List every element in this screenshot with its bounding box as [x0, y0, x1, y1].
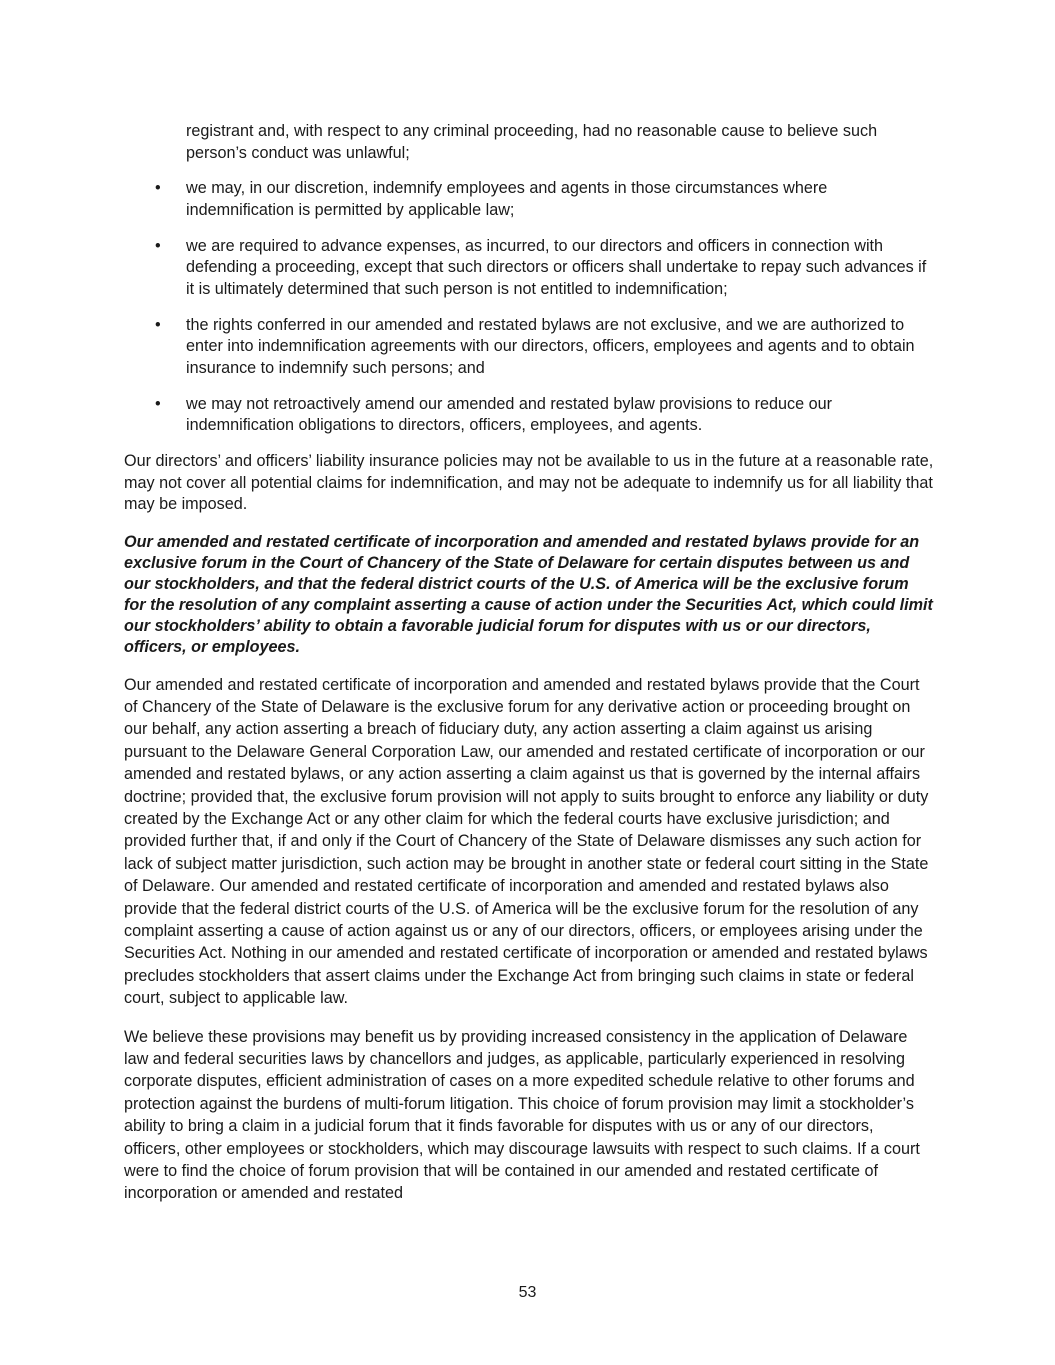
- bullet-item: [124, 394, 934, 437]
- bullet-icon: •: [155, 236, 161, 255]
- forum-benefit-paragraph: We believe these provisions may benefit us by providing increased consistency in the application of Delaware law and federal securities laws by chancellors and judges, as applicable, particularly experienced in resolving corporate disputes, efficient administration of cases on a more expedited schedule relative to other forums and protection against the burdens of multi-forum litigation. This choice of forum provision may limit a stockholder’s ability to bring a claim in a judicial forum that it finds favorable for disputes with us or any of our directors, officers, other employees or stockholders, which may discourage lawsuits with respect to such claims. If a court were to find the choice of forum provision that will be contained in our amended and restated certificate of incorporation or amended and restated: [124, 1027, 920, 1203]
- indemnification-bullet-list: [124, 178, 934, 437]
- bullet-text: the rights conferred in our amended and restated bylaws are not exclusive, and we are authorized to enter into indemnification agreements with our directors, officers, employees and agents and to obtain insurance to indemnify such persons; and: [186, 315, 915, 377]
- page-number: 53: [518, 1284, 537, 1301]
- bullet-text: we may, in our discretion, indemnify employees and agents in those circumstances where indemnification is permitted by applicable law;: [186, 179, 828, 219]
- risk-factor-heading: Our amended and restated certificate of incorporation and amended and restated bylaws provide for an exclusive forum in the Court of Chancery of the State of Delaware for certain disputes between us and our stockholders, and that the federal district courts of the U.S. of America will be the exclusive forum for the resolution of any complaint asserting a cause of action under the Securities Act, which could limit our stockholders’ ability to obtain a favorable judicial forum for disputes with us or our directors, officers, or employees.: [124, 532, 933, 656]
- bullet-icon: •: [155, 179, 161, 197]
- bullet-item: [124, 236, 934, 301]
- bullet-text: we may not retroactively amend our amended and restated bylaw provisions to reduce our indemnification obligations to directors, officers, employees, and agents.: [186, 394, 833, 434]
- continued-bullet-text: registrant and, with respect to any criminal proceeding, had no reasonable cause to believe such person’s conduct was unlawful;: [186, 122, 878, 162]
- bullet-icon: •: [155, 394, 161, 413]
- bullet-text: we are required to advance expenses, as incurred, to our directors and officers in connection with defending a proceeding, except that such directors or officers shall undertake to repay such advances if it is ultimately determined that such person is not entitled to indemnification;: [186, 236, 927, 298]
- bullet-item: [124, 315, 934, 380]
- insurance-paragraph: Our directors’ and officers’ liability insurance policies may not be available to us in the future at a reasonable rate, may not cover all potential claims for indemnification, and may not be adequate to indemnify us for all liability that may be imposed.: [124, 452, 934, 513]
- bullet-item: [124, 178, 934, 221]
- exclusive-forum-paragraph: Our amended and restated certificate of incorporation and amended and restated bylaws provide that the Court of Chancery of the State of Delaware is the exclusive forum for any derivative action or proceeding brought on our behalf, any action asserting a breach of fiduciary duty, any action asserting a claim against us arising pursuant to the Delaware General Corporation Law, our amended and restated certificate of incorporation or our amended and restated bylaws, or any action asserting a claim against us that is governed by the internal affairs doctrine; provided that, the exclusive forum provision will not apply to suits brought to enforce any liability or duty created by the Exchange Act or any other claim for which the federal courts have exclusive jurisdiction; and provided further that, if and only if the Court of Chancery of the State of Delaware dismisses any such action for lack of subject matter jurisdiction, such action may be brought in another state or federal court sitting in the State of Delaware. Our amended and restated certificate of incorporation and amended and restated bylaws also provide that the federal district courts of the U.S. of America will be the exclusive forum for the resolution of any complaint asserting a cause of action against us or any of our directors, officers, or employees arising under the Securities Act. Nothing in our amended and restated certificate of incorporation or amended and restated bylaws precludes stockholders that assert claims under the Exchange Act from bringing such claims in state or federal court, subject to applicable law.: [124, 675, 929, 1008]
- bullet-icon: •: [155, 315, 161, 334]
- page-content: [124, 121, 934, 1221]
